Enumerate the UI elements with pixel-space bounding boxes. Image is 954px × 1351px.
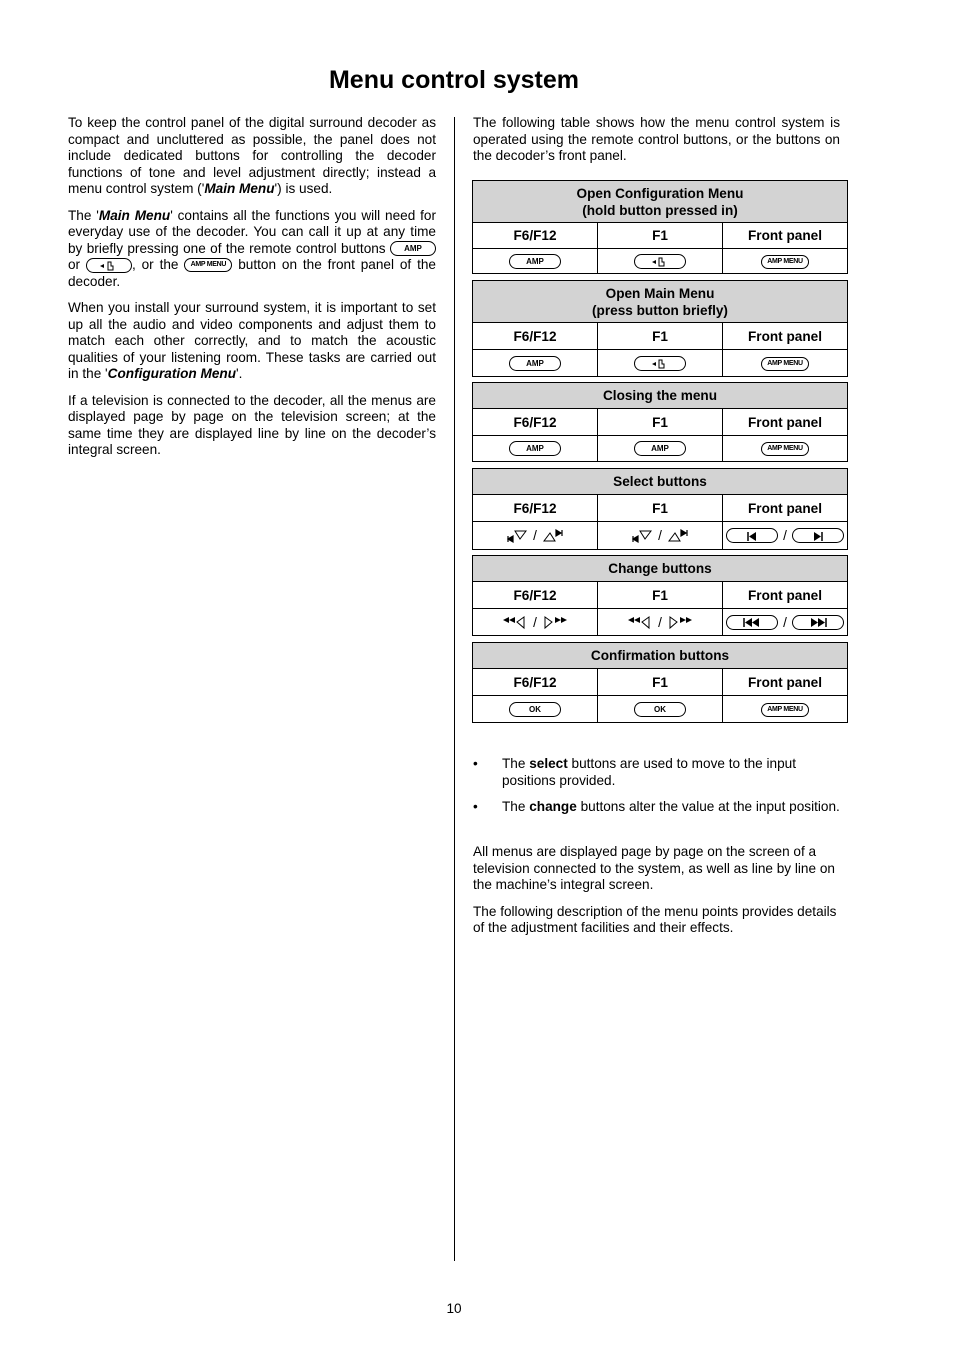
text: ') is used. [274,181,333,196]
table-select-buttons [472,468,848,550]
amp-button-icon: AMP [509,356,561,371]
table-header: Change buttons [473,556,848,582]
separator: / [533,528,537,544]
paragraph-table-intro: The following table shows how the menu control system is operated using the remote control buttons, or the buttons on the decoder’s front panel. [473,115,840,163]
column-divider [454,117,455,1261]
text: or [68,257,81,272]
col-f1: F1 [598,409,723,436]
cell-front-panel [723,436,848,462]
col-front-panel: Front panel [723,223,848,249]
header-line: Open Configuration Menu [576,185,744,201]
skip-back-down-icon [506,527,528,542]
amp-menu-button-icon: AMP MENU [761,255,809,269]
paragraph-television: If a television is connected to the decoder, all the menus are displayed page by page on the television screen; at the same time they are displayed line by line on the decoder’s integral screen. [68,392,436,457]
col-f1: F1 [598,582,723,609]
cell-f6f12 [473,436,598,462]
page-title: Menu control system [328,66,580,94]
separator: / [533,614,537,630]
text: When you install your surround system, it is important to set up all the audio and video components and adjust them to match each other correctly, and to match the acoustic qualities of your listening room. These tasks are carried out in the ' [68,300,436,381]
right-intro [473,115,840,165]
skip-back-down-icon [631,527,653,542]
ok-button-icon: OK [509,702,561,717]
col-front-panel: Front panel [723,409,848,436]
list-item [473,799,840,816]
text: The [502,756,530,771]
hand-button-icon [634,356,686,371]
text: To keep the control panel of the digital surround decoder as compact and uncluttered as possible, the panel does not include dedicated buttons for controlling the decoder functions of tone and level adjustment directly; instead a menu control system (' [68,115,436,196]
cell-f1 [598,350,723,377]
header-line: Open Main Menu [605,285,715,301]
separator: / [783,614,787,630]
amp-button-icon: AMP [509,254,561,269]
previous-button-icon [726,528,778,543]
cell-f6f12 [473,522,598,550]
page-number: 10 [446,1301,462,1316]
cell-f1 [598,696,723,723]
cell-front-panel [723,249,848,274]
table-open-main-menu [472,280,848,377]
bold-term: select [529,756,568,771]
paragraph-main-menu [68,208,436,291]
table-header [473,181,848,223]
amp-button-icon: AMP [390,241,436,256]
cell-f1 [598,522,723,550]
cell-front-panel [723,350,848,377]
table-change-buttons [472,555,848,636]
fast-forward-button-icon [792,615,844,630]
paragraph-configuration [68,300,436,383]
header-line: (hold button pressed in) [582,202,738,218]
text: ' contains all the functions you will need for everyday use of the decoder. You can call it up at any time by briefly pressing one of the remote control buttons [68,207,437,256]
col-front-panel: Front panel [723,669,848,696]
separator: / [658,528,662,544]
col-f6f12: F6/F12 [473,323,598,350]
left-column [68,115,436,469]
forward-right-icon [667,614,693,629]
bullet-list [473,756,840,826]
paragraph-display: All menus are displayed page by page on the screen of a television connected to the system, as well as line by line on the machine’s integral screen. [473,844,835,892]
cell-front-panel [723,609,848,636]
skip-forward-up-icon [542,527,564,542]
emphasis-configuration-menu: Configuration Menu [107,366,237,381]
cell-f1 [598,609,723,636]
amp-button-icon: AMP [634,441,686,456]
col-front-panel: Front panel [723,323,848,350]
text: The [502,799,530,814]
hand-button-icon [86,258,132,273]
amp-menu-button-icon: AMP MENU [761,357,809,371]
bullet-mark: • [473,756,478,771]
amp-menu-button-icon: AMP MENU [184,258,232,272]
separator: / [658,614,662,630]
cell-f6f12 [473,350,598,377]
cell-f6f12 [473,609,598,636]
next-button-icon [792,528,844,543]
cell-front-panel [723,522,848,550]
col-f6f12: F6/F12 [473,582,598,609]
text: '. [236,366,243,381]
text: The ' [68,207,99,223]
col-f1: F1 [598,323,723,350]
skip-forward-up-icon [667,527,689,542]
text: buttons alter the value at the input position. [576,799,840,814]
col-f6f12: F6/F12 [473,669,598,696]
table-closing-menu [472,382,848,462]
table-header [473,281,848,323]
col-f1: F1 [598,495,723,522]
list-item [473,756,840,789]
emphasis-main-menu: Main Menu [98,207,171,223]
cell-f1 [598,249,723,274]
closing-paragraphs [473,844,843,947]
separator: / [783,528,787,544]
rewind-left-icon [502,614,528,629]
table-header: Closing the menu [473,383,848,409]
col-f6f12: F6/F12 [473,223,598,249]
col-front-panel: Front panel [723,495,848,522]
rewind-left-icon [627,614,653,629]
paragraph-description: The following description of the menu points provides details of the adjustment facilities and their effects. [473,903,837,935]
bullet-mark: • [473,799,478,814]
cell-f1 [598,436,723,462]
cell-f6f12 [473,696,598,723]
paragraph-intro [68,115,436,198]
col-front-panel: Front panel [723,582,848,609]
col-f6f12: F6/F12 [473,409,598,436]
ok-button-icon: OK [634,702,686,717]
text: button on the front panel of the decoder. [68,257,436,289]
col-f1: F1 [598,223,723,249]
amp-button-icon: AMP [509,441,561,456]
cell-front-panel [723,696,848,723]
col-f6f12: F6/F12 [473,495,598,522]
emphasis-main-menu: Main Menu [204,181,275,196]
text: buttons are used to move to the input positions provided. [502,756,796,788]
amp-menu-button-icon: AMP MENU [761,703,809,717]
cell-f6f12 [473,249,598,274]
forward-right-icon [542,614,568,629]
col-f1: F1 [598,669,723,696]
table-header: Confirmation buttons [473,643,848,669]
table-header: Select buttons [473,469,848,495]
bold-term: change [529,799,577,814]
text: , or the [131,257,179,272]
table-confirmation-buttons [472,642,848,723]
amp-menu-button-icon: AMP MENU [761,442,809,456]
fast-rewind-button-icon [726,615,778,630]
table-open-configuration-menu [472,180,848,274]
hand-button-icon [634,254,686,269]
header-line: (press button briefly) [592,302,728,318]
